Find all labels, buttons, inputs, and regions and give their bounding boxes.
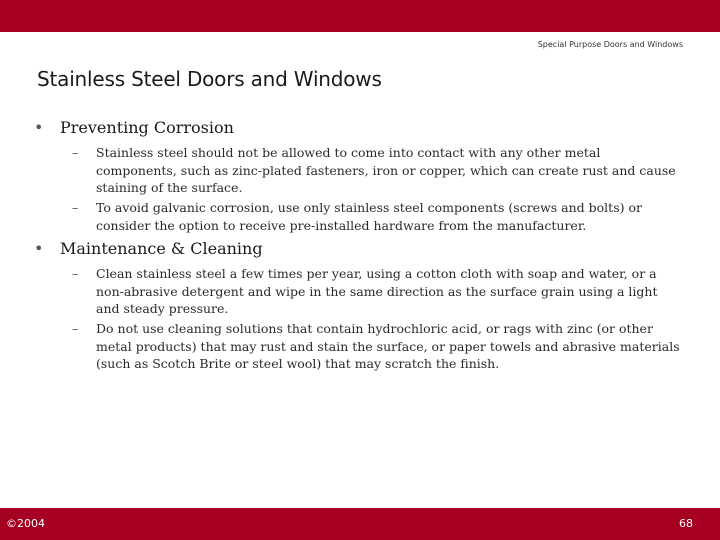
bullet-heading: Maintenance & Cleaning (60, 239, 263, 258)
bullet-maintenance-cleaning (34, 239, 263, 258)
copyright-notice: ©2004 (6, 517, 45, 530)
bullet-heading: Preventing Corrosion (60, 118, 234, 137)
dash-marker: – (72, 145, 79, 160)
header-note: Special Purpose Doors and Windows (537, 40, 683, 49)
sub-bullet-text: Clean stainless steel a few times per year, using a cotton cloth with soap and water, or a non-abrasive detergent and wipe in the same direction as the surface grain using a light and steady pressure. (96, 266, 658, 316)
sub-bullet (72, 144, 682, 197)
bullet-preventing-corrosion (34, 118, 234, 137)
dash-marker: – (72, 200, 79, 215)
sub-bullet-text: To avoid galvanic corrosion, use only stainless steel components (screws and bolts) or consider the option to receive pre-installed hardware from the manufacturer. (96, 200, 642, 233)
dash-marker: – (72, 266, 79, 281)
slide-title: Stainless Steel Doors and Windows (37, 67, 382, 91)
bullet-marker: • (34, 118, 44, 137)
sub-bullet-text: Stainless steel should not be allowed to come into contact with any other metal components, such as zinc-plated fasteners, iron or copper, which can create rust and cause staining of the surface. (96, 145, 676, 195)
footer-banner (0, 508, 720, 540)
sub-bullet (72, 199, 682, 234)
bullet-marker: • (34, 239, 44, 258)
sub-bullet (72, 320, 682, 373)
dash-marker: – (72, 321, 79, 336)
top-banner (0, 0, 720, 32)
sub-bullet (72, 265, 682, 318)
page-number: 68 (679, 517, 693, 530)
sub-bullet-text: Do not use cleaning solutions that contain hydrochloric acid, or rags with zinc (or other metal products) that may rust and stain the surface, or paper towels and abrasive materials (such as Scotch Brite or steel wool) that may scratch the finish. (96, 321, 680, 371)
